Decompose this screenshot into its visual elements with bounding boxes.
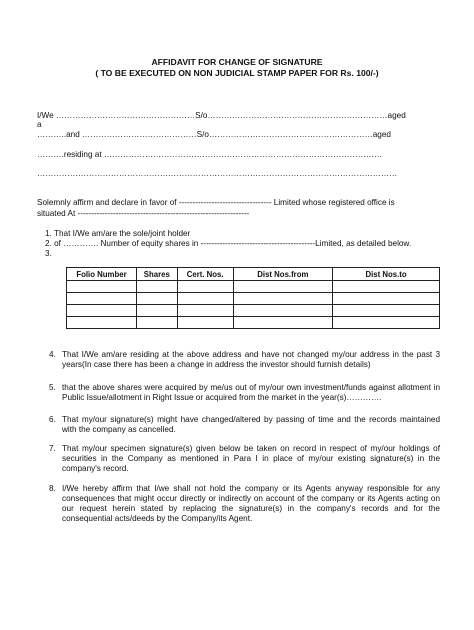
clause-4-number: 4. bbox=[49, 350, 56, 359]
clause-8-number: 8. bbox=[49, 484, 56, 493]
share-details-table bbox=[66, 267, 440, 329]
table-cell[interactable] bbox=[67, 293, 137, 305]
table-cell[interactable] bbox=[136, 317, 177, 329]
header-folio-number: Folio Number bbox=[67, 268, 137, 281]
table-cell[interactable] bbox=[136, 293, 177, 305]
clause-6-number: 6. bbox=[49, 415, 56, 424]
table-cell[interactable] bbox=[67, 305, 137, 317]
clause-8-text: I/We hereby affirm that I/we shall not hold the company or its Agents anyway responsible for any consequences that might occur directly or indirectly on account of the company or its Agents acting on our request herein stated by replacing the signature(s) in the company's records and for the consequential acts/deeds by the Company/its Agent. bbox=[62, 484, 440, 523]
header-shares: Shares bbox=[136, 268, 177, 281]
header-dist-nos-from: Dist Nos.from bbox=[233, 268, 332, 281]
table-cell[interactable] bbox=[67, 281, 137, 293]
clause-2: 2. of …………. Number of equity shares in ------------------------------------------Limited, as detailed below. bbox=[45, 239, 412, 248]
declarant-line-1: I/We ……………………………………………S/o…………………………………………………………aged bbox=[37, 111, 406, 120]
clause-6-text: That my/our signature(s) might have changed/altered by passing of time and the records maintained with the company as cancelled. bbox=[62, 415, 440, 434]
table-cell[interactable] bbox=[177, 293, 233, 305]
clause-5-text: that the above shares were acquired by me/us out of my/our own investment/funds against allotment in Public Issue/allotment in Right Issue or acquired from the market in the year(s)…………. bbox=[62, 383, 440, 402]
table-header-row bbox=[67, 268, 440, 281]
table-cell[interactable] bbox=[233, 305, 332, 317]
table-cell[interactable] bbox=[333, 317, 440, 329]
clause-7-number: 7. bbox=[49, 444, 56, 453]
table-cell[interactable] bbox=[67, 317, 137, 329]
table-cell[interactable] bbox=[233, 317, 332, 329]
table-cell[interactable] bbox=[177, 305, 233, 317]
table-row bbox=[67, 317, 440, 329]
table-cell[interactable] bbox=[136, 281, 177, 293]
table-cell[interactable] bbox=[233, 293, 332, 305]
table-cell[interactable] bbox=[177, 281, 233, 293]
clause-7-text: That my/our specimen signature(s) given below be taken on record in respect of my/our holdings of securities in the Company as mentioned in Para I in place of my/our existing signature(s) in the company's record. bbox=[62, 444, 440, 473]
affirmation-line-1: Solemnly affirm and declare in favor of ---------------------------------- Limited whose registered office is bbox=[37, 198, 395, 207]
clause-5-number: 5. bbox=[49, 383, 56, 392]
header-cert-nos: Cert. Nos. bbox=[177, 268, 233, 281]
residence-line: ……….residing at ………………………………………………………………………………………… bbox=[37, 150, 383, 159]
clause-1: 1. That I/We am/are the sole/joint holder bbox=[45, 229, 191, 238]
table-row bbox=[67, 281, 440, 293]
table-cell[interactable] bbox=[333, 293, 440, 305]
clause-4-text: That I/We am/are residing at the above address and have not changed my/our address in the past 3 years(In case there has been a change in address the investor should furnish details) bbox=[62, 350, 440, 369]
header-dist-nos-to: Dist Nos.to bbox=[333, 268, 440, 281]
affirmation-line-2: situated At --------------------------------------------------------------- bbox=[37, 209, 250, 218]
document-title: AFFIDAVIT FOR CHANGE OF SIGNATURE bbox=[151, 57, 323, 67]
declarant-line-1-cont: a bbox=[37, 120, 42, 129]
table-cell[interactable] bbox=[333, 281, 440, 293]
address-line: …………………………………………………………………………………………………………………… bbox=[37, 169, 398, 178]
table-row bbox=[67, 305, 440, 317]
table-row bbox=[67, 293, 440, 305]
table-cell[interactable] bbox=[177, 317, 233, 329]
document-subtitle: ( TO BE EXECUTED ON NON JUDICIAL STAMP PAPER FOR Rs. 100/-) bbox=[95, 68, 379, 78]
clause-3: 3. bbox=[45, 249, 52, 258]
table-cell[interactable] bbox=[233, 281, 332, 293]
table-cell[interactable] bbox=[136, 305, 177, 317]
declarant-line-2: ………..and ……………………………………S/o……………………………………………………aged bbox=[37, 130, 391, 139]
table-cell[interactable] bbox=[333, 305, 440, 317]
